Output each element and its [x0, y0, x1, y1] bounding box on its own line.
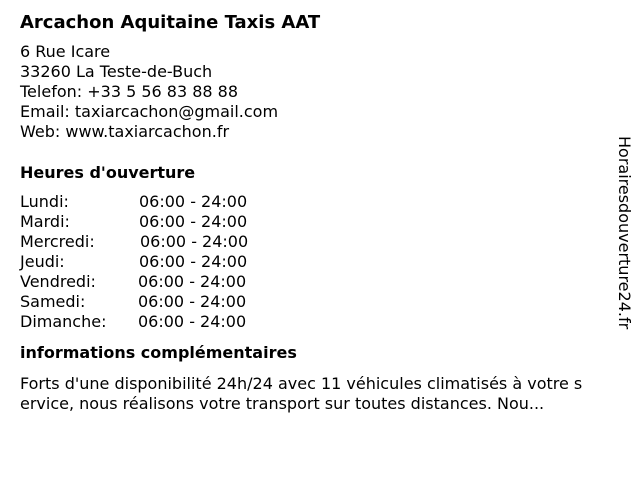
hours-row-wednesday	[20, 232, 595, 252]
business-name: Arcachon Aquitaine Taxis AAT	[20, 12, 321, 33]
time-range: 06:00 - 24:00	[140, 232, 249, 251]
day-label: Vendredi:	[20, 272, 96, 291]
hours-row-thursday	[20, 252, 595, 272]
day-label: Mardi:	[20, 212, 70, 231]
hours-row-monday	[20, 192, 595, 212]
time-range: 06:00 - 24:00	[138, 272, 247, 291]
day-label: Dimanche:	[20, 312, 107, 331]
day-label: Samedi:	[20, 292, 86, 311]
time-range: 06:00 - 24:00	[138, 292, 247, 311]
hours-row-saturday	[20, 292, 595, 312]
time-range: 06:00 - 24:00	[139, 212, 248, 231]
phone-line: Telefon: +33 5 56 83 88 88	[20, 82, 239, 101]
day-label: Lundi:	[20, 192, 69, 211]
time-range: 06:00 - 24:00	[139, 192, 248, 211]
address-street: 6 Rue Icare	[20, 42, 111, 61]
hours-row-sunday	[20, 312, 595, 332]
additional-info-heading: informations complémentaires	[20, 343, 297, 362]
hours-row-tuesday	[20, 212, 595, 232]
address-city: 33260 La Teste-de-Buch	[20, 62, 213, 81]
time-range: 06:00 - 24:00	[139, 252, 248, 271]
email-line: Email: taxiarcachon@gmail.com	[20, 102, 279, 121]
opening-hours-table	[20, 192, 595, 332]
hours-row-friday	[20, 272, 595, 292]
business-card	[20, 11, 595, 414]
day-label: Mercredi:	[20, 232, 95, 251]
site-watermark	[612, 136, 636, 376]
watermark-text: Horairesdouverture24.fr	[615, 136, 634, 330]
web-line: Web: www.taxiarcachon.fr	[20, 122, 230, 141]
time-range: 06:00 - 24:00	[138, 312, 247, 331]
opening-hours-heading: Heures d'ouverture	[20, 163, 196, 182]
additional-info-text: Forts d'une disponibilité 24h/24 avec 11 véhicules climatisés à votre service, nous réalisons votre transport sur toutes distances. Nou...	[20, 374, 583, 413]
day-label: Jeudi:	[20, 252, 65, 271]
